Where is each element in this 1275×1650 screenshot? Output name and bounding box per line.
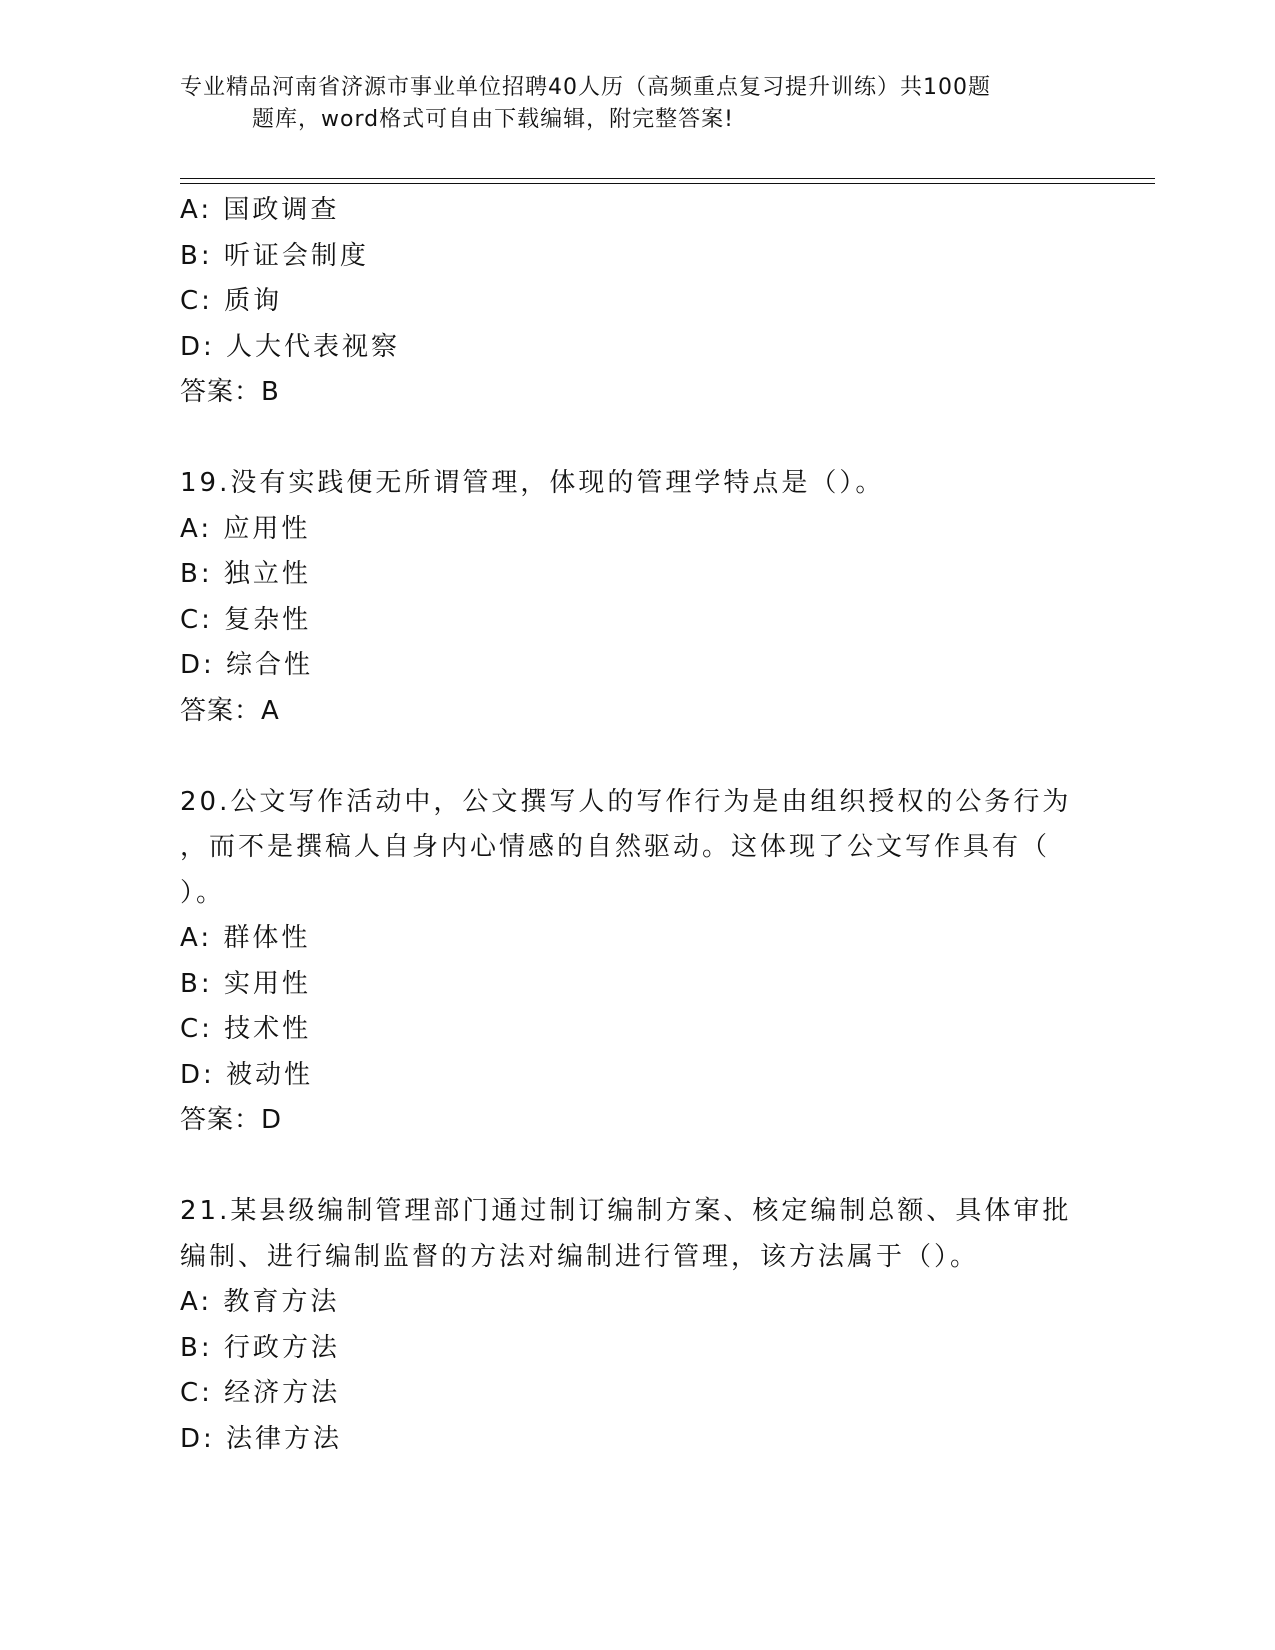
option-a: A: 教育方法: [180, 1287, 340, 1317]
question-text-line-2: 编制、进行编制监督的方法对编制进行管理，该方法属于（）。: [180, 1241, 980, 1272]
question-text-line-2: ，而不是撰稿人自身内心情感的自然驱动。这体现了公文写作具有（: [180, 832, 1051, 862]
question-text: 19.没有实践便无所谓管理，体现的管理学特点是（）。: [180, 468, 885, 498]
option-b: B: 行政方法: [180, 1332, 340, 1363]
question-list: [180, 188, 1140, 1462]
spacer: [180, 1144, 1140, 1190]
header-rule-bottom: [180, 183, 1155, 184]
header-rule-top: [180, 178, 1155, 179]
option-a: A: 应用性: [180, 513, 311, 544]
spacer: [180, 734, 1140, 780]
document-header: [180, 72, 1080, 136]
option-a: A: 群体性: [180, 923, 311, 953]
question-text-line-1: 20.公文写作活动中，公文撰写人的写作行为是由组织授权的公务行为: [180, 786, 1072, 817]
option-b: B: 实用性: [180, 968, 311, 999]
spacer: [180, 416, 1140, 462]
option-c: C: 技术性: [180, 1014, 312, 1044]
question-text-line-1: 21.某县级编制管理部门通过制订编制方案、核定编制总额、具体审批: [180, 1196, 1072, 1226]
question-18: [180, 188, 1140, 416]
header-title-line-1: 专业精品河南省济源市事业单位招聘40人历（高频重点复习提升训练）共100题: [180, 75, 991, 100]
option-d: D: 法律方法: [180, 1423, 343, 1454]
question-text-line-3: ）。: [180, 877, 226, 908]
question-20: [180, 780, 1140, 1144]
question-19: [180, 461, 1140, 734]
option-d: D: 人大代表视察: [180, 331, 401, 362]
answer: 答案：D: [180, 1105, 283, 1135]
answer: 答案：B: [180, 377, 280, 407]
option-c: C: 经济方法: [180, 1378, 341, 1408]
option-d: D: 综合性: [180, 650, 314, 680]
option-d: D: 被动性: [180, 1059, 314, 1090]
question-21: [180, 1189, 1140, 1462]
option-c: C: 质询: [180, 286, 283, 316]
option-b: B: 听证会制度: [180, 240, 369, 271]
option-a: A: 国政调查: [180, 195, 340, 225]
header-title-line-2: 题库，word格式可自由下载编辑，附完整答案!: [252, 107, 734, 132]
option-b: B: 独立性: [180, 559, 311, 589]
option-c: C: 复杂性: [180, 604, 312, 635]
answer: 答案：A: [180, 695, 280, 726]
